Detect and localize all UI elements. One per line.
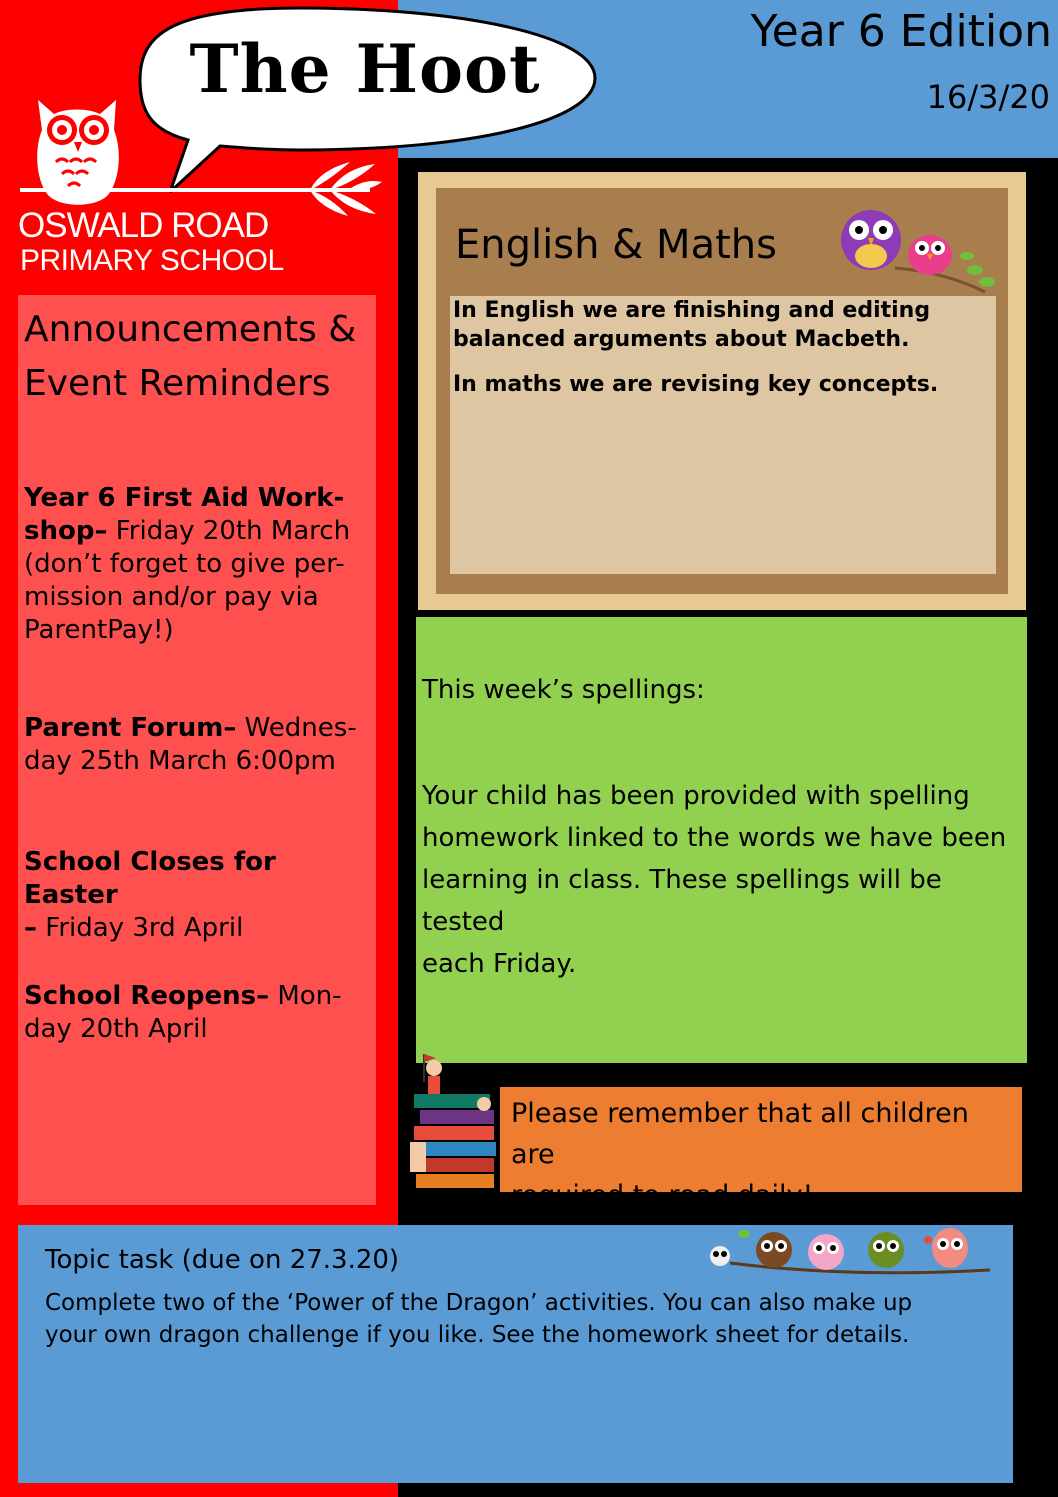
event-detail: day 25th March 6:00pm xyxy=(24,746,336,776)
edition-date: 16/3/20 xyxy=(926,78,1050,116)
school-name-line2: PRIMARY SCHOOL xyxy=(20,244,284,277)
spellings-heading: This week’s spellings: xyxy=(422,675,705,705)
book-stack-icon xyxy=(404,1052,504,1197)
event-title: Year 6 First Aid Work- xyxy=(24,483,345,513)
event-detail: ParentPay!) xyxy=(24,615,174,645)
spellings-line: learning in class. These spellings will be tested xyxy=(422,865,942,937)
event-school-closes xyxy=(24,846,376,945)
reading-line: Please remember that all children are xyxy=(511,1098,969,1170)
announcements-title-line1: Announcements & xyxy=(24,309,357,350)
owls-row-icon xyxy=(700,1218,1000,1283)
topic-body xyxy=(45,1287,965,1351)
spellings-panel xyxy=(416,617,1027,1063)
event-title: School Reopens– xyxy=(24,981,270,1011)
announcements-title-line2: Event Reminders xyxy=(24,363,331,404)
edition-label: Year 6 Edition xyxy=(750,6,1052,57)
english-line1: In English we are finishing and editing xyxy=(453,298,931,323)
event-first-aid xyxy=(24,482,376,647)
event-title: School Closes for Easter xyxy=(24,847,276,910)
english-text xyxy=(453,296,993,354)
spellings-body xyxy=(422,775,1022,985)
event-school-reopens xyxy=(24,980,376,1046)
topic-heading: Topic task (due on 27.3.20) xyxy=(45,1245,400,1275)
reading-line: required to read daily! xyxy=(511,1180,814,1211)
event-parent-forum xyxy=(24,712,376,778)
event-detail: Wednes- xyxy=(236,713,357,743)
topic-line: your own dragon challenge if you like. See the homework sheet for details. xyxy=(45,1322,910,1348)
event-detail: Friday 20th March xyxy=(107,516,351,546)
newsletter-title: The Hoot xyxy=(189,30,541,108)
english-maths-title: English & Maths xyxy=(455,222,777,268)
maths-text: In maths we are revising key concepts. xyxy=(453,372,939,397)
reading-reminder xyxy=(500,1087,1022,1211)
announcements-panel xyxy=(18,295,376,1205)
school-name-line1: OSWALD ROAD xyxy=(18,206,269,245)
event-title: – xyxy=(24,913,37,943)
spellings-line: Your child has been provided with spelling xyxy=(422,781,970,811)
event-detail: Mon- xyxy=(269,981,342,1011)
topic-line: Complete two of the ‘Power of the Dragon’ activities. You can also make up xyxy=(45,1290,913,1316)
event-detail: (don’t forget to give per- xyxy=(24,549,345,579)
spellings-line: homework linked to the words we have been xyxy=(422,823,1007,853)
spellings-line: each Friday. xyxy=(422,949,577,979)
event-title: Parent Forum– xyxy=(24,713,237,743)
event-title: shop– xyxy=(24,516,108,546)
event-detail: Friday 3rd April xyxy=(37,913,244,943)
owls-on-branch-icon xyxy=(835,200,1000,300)
event-detail: mission and/or pay via xyxy=(24,582,319,612)
announcements-title xyxy=(24,303,374,411)
event-detail: day 20th April xyxy=(24,1014,208,1044)
reading-text xyxy=(511,1093,1016,1216)
english-line2: balanced arguments about Macbeth. xyxy=(453,327,910,352)
